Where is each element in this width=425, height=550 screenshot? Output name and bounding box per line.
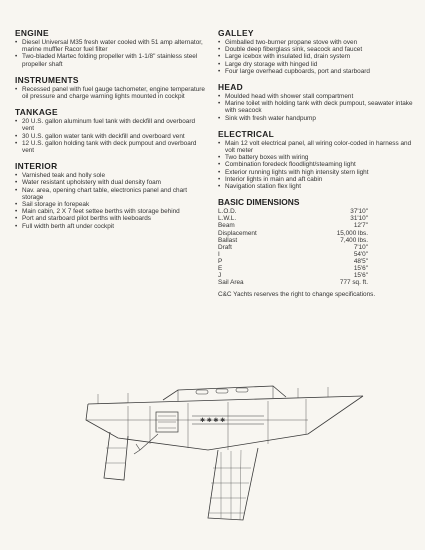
spec-item: • Varnished teak and holly sole	[15, 172, 205, 179]
spec-item: • Exterior running lights with high intensity stern light	[218, 169, 413, 176]
dimension-label: J	[218, 272, 222, 280]
section-heading: ENGINE	[15, 28, 49, 38]
left-column	[15, 28, 205, 237]
reserve-note: C&C Yachts reserves the right to change specifications.	[218, 291, 376, 299]
section-heading: HEAD	[218, 82, 243, 93]
deck-line	[88, 396, 363, 404]
dimension-row	[218, 251, 368, 258]
keel-outline	[208, 448, 258, 520]
spec-item: • Nav. area, opening chart table, electronics panel and chart storage	[15, 187, 205, 201]
dimension-label: E	[218, 265, 223, 272]
dimensions-heading: BASIC DIMENSIONS	[218, 197, 300, 208]
dimension-row	[218, 244, 368, 251]
dimension-row	[218, 208, 368, 215]
spec-item: • Moulded head with shower stall compartment	[218, 93, 413, 100]
dimension-row	[218, 258, 368, 265]
interior-section	[15, 161, 205, 230]
galley-section	[218, 28, 413, 75]
head-section	[218, 82, 413, 122]
spec-item: • Full width berth aft under cockpit	[15, 223, 205, 230]
section-heading: TANKAGE	[15, 107, 58, 118]
spec-item: • Gimballed two-burner propane stove with oven	[218, 39, 413, 46]
dimension-label: Draft	[218, 243, 232, 251]
electrical-section	[218, 129, 413, 190]
tankage-section	[15, 107, 205, 154]
section-heading: ELECTRICAL	[218, 128, 275, 139]
section-heading: INSTRUMENTS	[15, 74, 79, 85]
dimension-row	[218, 222, 368, 229]
spec-item: • Port and starboard pilot berths with leeboards	[15, 215, 205, 222]
spec-item: • Marine toilet with holding tank with deck pumpout, seawater intake with seacock	[218, 100, 413, 114]
section-heading: GALLEY	[218, 28, 254, 38]
dimension-value: 54'0"	[353, 250, 368, 258]
spec-item: • Large dry storage with hinged lid	[218, 61, 413, 68]
dimension-label: I	[218, 250, 220, 258]
dimension-label: Beam	[218, 222, 235, 230]
dimension-value: 15,000 lbs.	[336, 229, 368, 237]
dimension-value: 31'10"	[350, 215, 368, 223]
dimension-row	[218, 215, 368, 222]
dimension-row	[218, 272, 368, 279]
spec-item: • Double deep fiberglass sink, seacock and faucet	[218, 46, 413, 53]
spec-item: • Navigation station flex light	[218, 183, 413, 190]
dimension-label: P	[218, 257, 223, 265]
spec-item: • Combination foredeck floodlight/steaming light	[218, 161, 413, 168]
dimension-label: Sail Area	[218, 279, 244, 287]
spec-item: • Diesel Universal M35 fresh water cooled with 51 amp alternator, marine muffler Racor fuel filter	[15, 39, 205, 53]
dimension-value: 12'7"	[353, 222, 368, 230]
dimension-value: 7,400 lbs.	[340, 236, 368, 244]
spec-item: • Recessed panel with fuel gauge tachometer, engine temperature oil pressure and charge warning lights mounted in cockpit	[15, 86, 205, 100]
dimensions-table	[218, 208, 368, 286]
dimension-label: Ballast	[218, 236, 238, 244]
dimension-row	[218, 265, 368, 272]
spec-item: • 12 U.S. gallon holding tank with deck pumpout and overboard vent	[15, 140, 205, 154]
dimension-value: 7'10"	[353, 243, 368, 251]
dimension-value: 15'6"	[353, 265, 368, 272]
svg-text:✱ ✱ ✱ ✱: ✱ ✱ ✱ ✱	[200, 418, 226, 424]
spec-item: • Interior lights in main and aft cabin	[218, 176, 413, 183]
dimension-value: 37'10"	[350, 208, 368, 216]
dimension-value: 15'6"	[353, 272, 368, 280]
spec-item: • Main cabin, 2 X 7 feet settee berths with storage behind	[15, 208, 205, 215]
spec-item: • Sink with fresh water handpump	[218, 115, 413, 122]
spec-item: • Sail storage in forepeak	[15, 201, 205, 208]
spec-item: • 20 U.S. gallon aluminum fuel tank with deckfill and overboard vent	[15, 118, 205, 132]
dimension-row	[218, 237, 368, 244]
dimension-row	[218, 279, 368, 286]
spec-item: • Large icebox with insulated lid, drain system	[218, 53, 413, 60]
engine-section	[15, 28, 205, 68]
dimension-row	[218, 230, 368, 237]
dimension-label: L.W.L.	[218, 215, 237, 223]
instruments-section	[15, 75, 205, 100]
spec-item: • Two-bladed Martec folding propeller with 1-1/8" stainless steel propeller shaft	[15, 53, 205, 67]
spec-item: • Four large overhead cupboards, port and starboard	[218, 68, 413, 75]
spec-item: • Two battery boxes with wiring	[218, 154, 413, 161]
dimension-label: Displacement	[218, 229, 257, 237]
dimension-value: 48'5"	[353, 257, 368, 265]
right-column	[218, 28, 413, 298]
section-heading: INTERIOR	[15, 161, 58, 172]
spec-item: • Main 12 volt electrical panel, all wiring color-coded in harness and volt meter	[218, 140, 413, 154]
boat-profile-drawing	[68, 368, 368, 538]
dimension-label: L.O.D.	[218, 208, 237, 216]
spec-item: • 30 U.S. gallon water tank with deckfill and overboard vent	[15, 133, 205, 140]
spec-item: • Water resistant upholstery with dual density foam	[15, 179, 205, 186]
dimension-value: 777 sq. ft.	[339, 279, 368, 287]
